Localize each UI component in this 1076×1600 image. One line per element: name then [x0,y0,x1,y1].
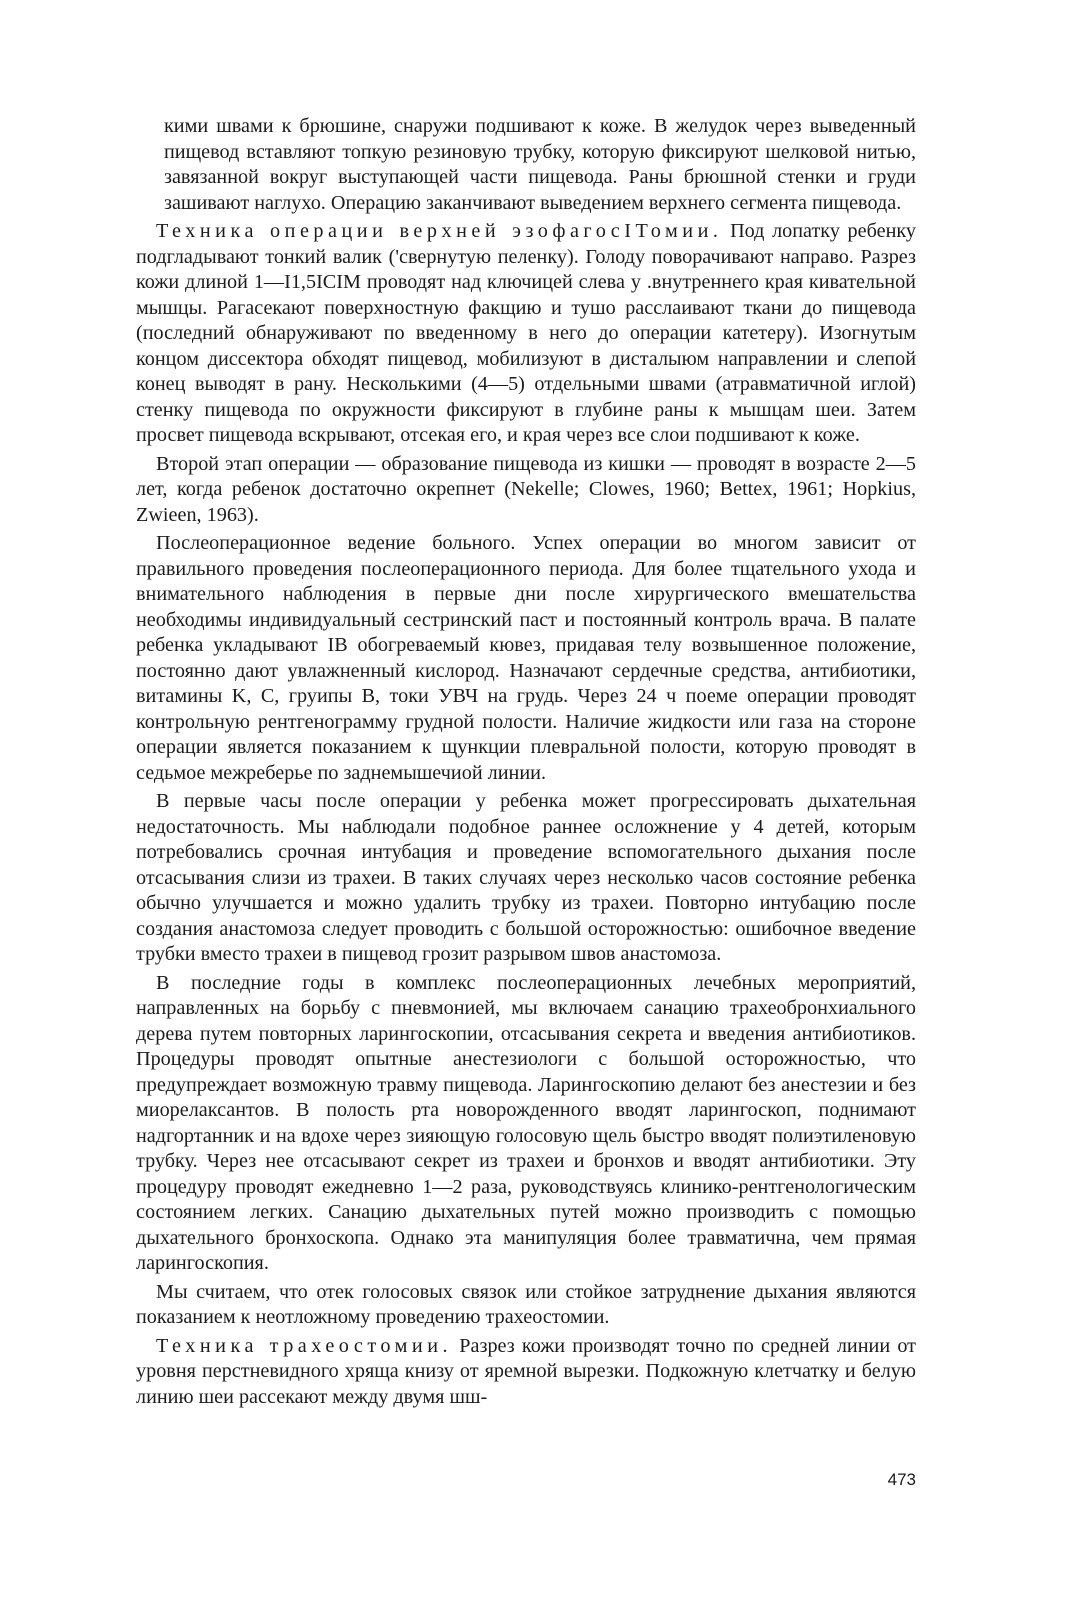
paragraph-2 [136,219,916,449]
paragraph-6-text: В последние годы в комплекс послеоперационных лечебных мероприятий, направленных на борьбу с пневмонией, мы включаем санацию трахеобронхиального дерева путем повторных ларингоскопии, отсасывания секрета и введения антибиотиков. Процедуры проводят опытные анестезиологи с большой осторожностью, что предупреждает возможную травму пищевода. Ларингоскопию делают без анестезии и без миорелаксантов. В полость рта новорожденного вводят ларингоскоп, поднимают надгортанник и на вдохе через зияющую голосовую щель быстро вводят полиэтиленовую трубку. Через нее отсасывают секрет из трахеи и бронхов и вводят антибиотики. Эту процедуру проводят ежедневно 1—2 раза, руководствуясь клинико-рентгенологическим состоянием легких. Санацию дыхательных путей можно производить с помощью дыхательного бронхоскопа. Однако эта манипуляция более травматична, чем прямая ларингоскопия. [136,971,916,1274]
paragraph-3-text: Второй этап операции — образование пищевода из кишки — проводят в возрасте 2—5 лет, когда ребенок достаточно окрепнет (Nekelle; Clowes, 1960; Bettex, 1961; Hopkius, Zwieen, 1963). [136,452,916,526]
paragraph-7-text: Мы считаем, что отек голосовых связок или стойкое затруднение дыхания являются показанием к неотложному проведению трахеостомии. [136,1280,916,1328]
paragraph-5 [136,789,916,968]
paragraph-4-text: Послеоперационное ведение больного. Успех операции во многом зависит от правильного проведения послеоперационного периода. Для более тщательного ухода и внимательного наблюдения в первые дни после хирургического вмешательства необходимы индивидуальный сестринский паст и постоянный контроль врача. В палате ребенка укладывают IB обогреваемый кювез, придавая телу возвышенное положение, постоянно дают увлажненный кислород. Назначают сердечные средства, антибиотики, витамины K, С, груипы В, токи УВЧ на грудь. Через 24 ч поеме операции проводят контрольную рентгенограмму грудной полости. Наличие жидкости или газа на стороне операции является показанием к щункции плевральной полости, которую проводят в седьмое межреберье по заднемышечиой линии. [136,532,916,784]
paragraph-7 [136,1280,916,1331]
page-number: 473 [887,1470,916,1489]
paragraph-3 [136,452,916,529]
paragraph-4 [136,531,916,786]
paragraph-6 [136,971,916,1277]
page-body [136,114,916,1413]
paragraph-8 [136,1334,916,1411]
paragraph-5-text: В первые часы после операции у ребенка может прогрессировать дыхательная недостаточность. Мы наблюдали подобное раннее осложнение у 4 детей, которым потребовались срочная интубация и проведение вспомогательного дыхания после отсасывания слизи из трахеи. В таких случаях через несколько часов состояние ребенка обычно улучшается и можно удалить трубку из трахеи. Повторно интубацию после создания анастомоза следует проводить с большой осторожностью: ошибочное введение трубки вместо трахеи в пищевод грозит разрывом швов анастомоза. [136,790,916,965]
paragraph-2-heading: Техника операции верхней эзофагосIТомии. [156,220,723,242]
paragraph-2-text: Под лопатку ребенку подгладывают тонкий валик ('свернутую пеленку). Голоду поворачивают направо. Разрез кожи длиной 1—I1,5ICIM проводят над ключицей слева у .внутреннего края кивательной мышцы. Рагасекают поверхностную факщию и тушо расслаивают ткани до пищевода (последний обнаруживают по введенному в него до операции катетеру). Изогнутым концом диссектора обходят пищевод, мобилизуют в дисталыюм направлении и слепой конец выводят в рану. Несколькими (4—5) отдельными швами (атравматичной иглой) стенку пищевода по окружности фиксируют в глубине раны к мышцам шеи. Затем просвет пищевода вскрывают, отсекая его, и края через все слои подшивают к коже. [136,220,916,446]
paragraph-1-text: кими швами к брюшине, снаружи подшивают к коже. В желудок через выведенный пищевод вставляют топкую резиновую трубку, которую фиксируют шелковой нитью, завязанной вокруг выступающей части пищевода. Раны брюшной стенки и груди зашивают наглухо. Операцию заканчивают выведением верхнего сегмента пищевода. [164,115,916,214]
paragraph-1 [136,114,916,216]
paragraph-8-heading: Техника трахеостомии. [156,1334,453,1357]
paragraph-8-text: Разрез кожи производят точно по средней линии от уровня перстневидного хряща книзу от яремной вырезки. Подкожную клетчатку и белую линию шеи рассекают между двумя шш- [136,1334,916,1408]
